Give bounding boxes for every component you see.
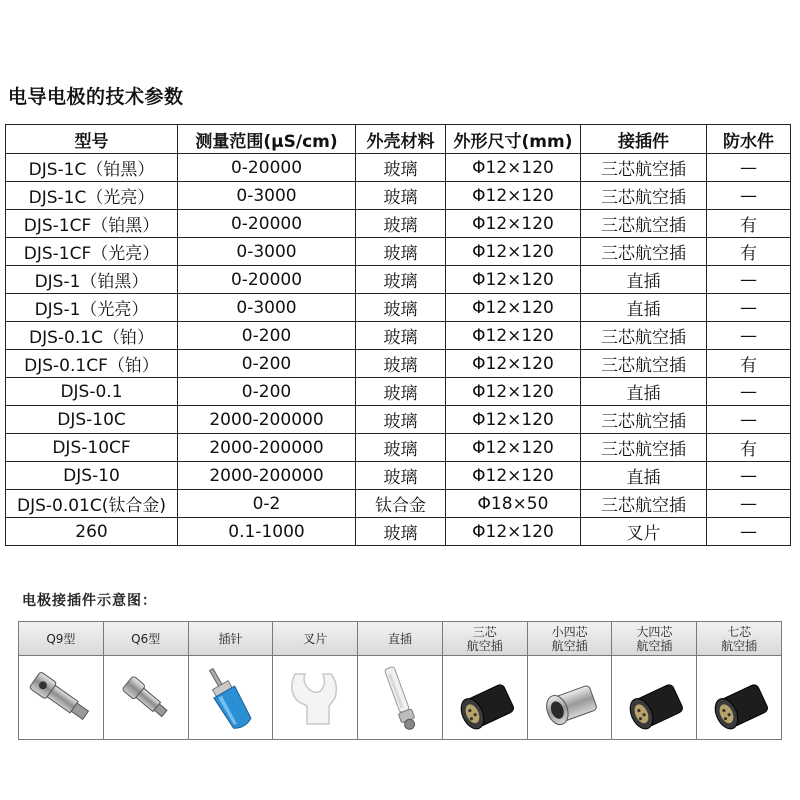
cell-connector: 三芯航空插 [581,182,707,210]
cell-size: Φ12×120 [446,378,581,406]
table-header-row [6,125,791,154]
connector-label: 三芯 航空插 [443,622,527,656]
cell-material: 玻璃 [356,350,446,378]
cell-model: DJS-0.1 [6,378,178,406]
connector-column [528,622,613,739]
small-four-core-aviation-plug-icon [528,656,612,739]
cell-connector: 三芯航空插 [581,210,707,238]
cell-material: 玻璃 [356,518,446,546]
header-model: 型号 [6,125,178,154]
cell-range: 2000-200000 [178,434,356,462]
cell-size: Φ12×120 [446,182,581,210]
cell-material: 玻璃 [356,462,446,490]
connector-label: Q6型 [104,622,188,656]
table-row [6,154,791,182]
cell-connector: 直插 [581,266,707,294]
cell-material: 钛合金 [356,490,446,518]
cell-connector: 三芯航空插 [581,434,707,462]
table-row [6,462,791,490]
cell-range: 0-3000 [178,182,356,210]
cell-waterproof: — [707,378,791,406]
page-title: 电导电极的技术参数 [8,86,184,108]
table-row [6,406,791,434]
connector-column [697,622,781,739]
cell-size: Φ12×120 [446,294,581,322]
cell-range: 0-200 [178,350,356,378]
cell-material: 玻璃 [356,210,446,238]
table-row [6,294,791,322]
cell-model: DJS-10C [6,406,178,434]
connector-label: 直插 [358,622,442,656]
cell-model: DJS-1（铂黑） [6,266,178,294]
bnc-connector-icon [19,656,103,739]
cell-range: 2000-200000 [178,406,356,434]
cell-size: Φ12×120 [446,462,581,490]
connector-column [443,622,528,739]
cell-material: 玻璃 [356,322,446,350]
cell-connector: 三芯航空插 [581,154,707,182]
table-row [6,322,791,350]
connector-label: 插针 [189,622,273,656]
cell-material: 玻璃 [356,294,446,322]
cell-model: DJS-1（光亮） [6,294,178,322]
cell-model: 260 [6,518,178,546]
cell-range: 0-20000 [178,154,356,182]
table-row [6,238,791,266]
pin-connector-icon [189,656,273,739]
cell-material: 玻璃 [356,266,446,294]
cell-waterproof: — [707,406,791,434]
cell-range: 0-20000 [178,266,356,294]
cell-connector: 三芯航空插 [581,322,707,350]
cell-connector: 直插 [581,294,707,322]
cell-waterproof: — [707,182,791,210]
cell-model: DJS-10 [6,462,178,490]
cell-size: Φ12×120 [446,406,581,434]
connector-column [104,622,189,739]
cell-size: Φ12×120 [446,210,581,238]
large-four-core-aviation-plug-icon [612,656,696,739]
cell-waterproof: — [707,294,791,322]
connector-column [19,622,104,739]
cell-connector: 三芯航空插 [581,490,707,518]
cell-connector: 叉片 [581,518,707,546]
header-waterproof: 防水件 [707,125,791,154]
table-row [6,266,791,294]
cell-connector: 三芯航空插 [581,238,707,266]
cell-connector: 直插 [581,378,707,406]
cell-model: DJS-1C（光亮） [6,182,178,210]
cell-range: 0-200 [178,378,356,406]
cell-model: DJS-0.1CF（铂） [6,350,178,378]
connector-column [189,622,274,739]
cell-material: 玻璃 [356,154,446,182]
table-row [6,518,791,546]
header-material: 外壳材料 [356,125,446,154]
cell-range: 0-3000 [178,294,356,322]
cell-material: 玻璃 [356,182,446,210]
cell-size: Φ12×120 [446,518,581,546]
seven-core-aviation-plug-icon [697,656,781,739]
cell-size: Φ12×120 [446,350,581,378]
cell-size: Φ18×50 [446,490,581,518]
cell-model: DJS-1CF（铂黑） [6,210,178,238]
cell-material: 玻璃 [356,434,446,462]
cell-waterproof: — [707,462,791,490]
header-range: 测量范围(μS/cm) [178,125,356,154]
q6-connector-icon [104,656,188,739]
three-core-aviation-plug-icon [443,656,527,739]
cell-range: 0.1-1000 [178,518,356,546]
cell-range: 0-3000 [178,238,356,266]
cell-range: 2000-200000 [178,462,356,490]
connector-label: 小四芯 航空插 [528,622,612,656]
connector-label: 叉片 [273,622,357,656]
cell-model: DJS-1C（铂黑） [6,154,178,182]
direct-plug-icon [358,656,442,739]
header-connector: 接插件 [581,125,707,154]
connector-strip [18,621,782,740]
connector-label: 七芯 航空插 [697,622,781,656]
cell-waterproof: 有 [707,350,791,378]
cell-waterproof: 有 [707,210,791,238]
table-row [6,182,791,210]
cell-size: Φ12×120 [446,322,581,350]
table-row [6,350,791,378]
cell-range: 0-200 [178,322,356,350]
cell-waterproof: — [707,266,791,294]
table-row [6,210,791,238]
table-body [6,154,791,546]
cell-model: DJS-10CF [6,434,178,462]
cell-connector: 直插 [581,462,707,490]
cell-connector: 三芯航空插 [581,350,707,378]
spec-table [5,124,791,546]
cell-waterproof: 有 [707,434,791,462]
connector-column [273,622,358,739]
cell-size: Φ12×120 [446,266,581,294]
cell-waterproof: — [707,518,791,546]
header-size: 外形尺寸(mm) [446,125,581,154]
cell-waterproof: — [707,154,791,182]
connector-column [358,622,443,739]
cell-size: Φ12×120 [446,154,581,182]
cell-model: DJS-0.1C（铂） [6,322,178,350]
cell-material: 玻璃 [356,378,446,406]
connector-label: Q9型 [19,622,103,656]
cell-waterproof: 有 [707,238,791,266]
connector-column [612,622,697,739]
cell-material: 玻璃 [356,406,446,434]
table-row [6,378,791,406]
cell-connector: 三芯航空插 [581,406,707,434]
cell-size: Φ12×120 [446,238,581,266]
connector-label: 大四芯 航空插 [612,622,696,656]
cell-waterproof: — [707,322,791,350]
cell-waterproof: — [707,490,791,518]
table-row [6,434,791,462]
cell-range: 0-2 [178,490,356,518]
table-row [6,490,791,518]
cell-size: Φ12×120 [446,434,581,462]
cell-model: DJS-1CF（光亮） [6,238,178,266]
fork-connector-icon [273,656,357,739]
cell-model: DJS-0.01C(钛合金) [6,490,178,518]
cell-range: 0-20000 [178,210,356,238]
cell-material: 玻璃 [356,238,446,266]
connector-section-title: 电极接插件示意图： [22,593,157,609]
